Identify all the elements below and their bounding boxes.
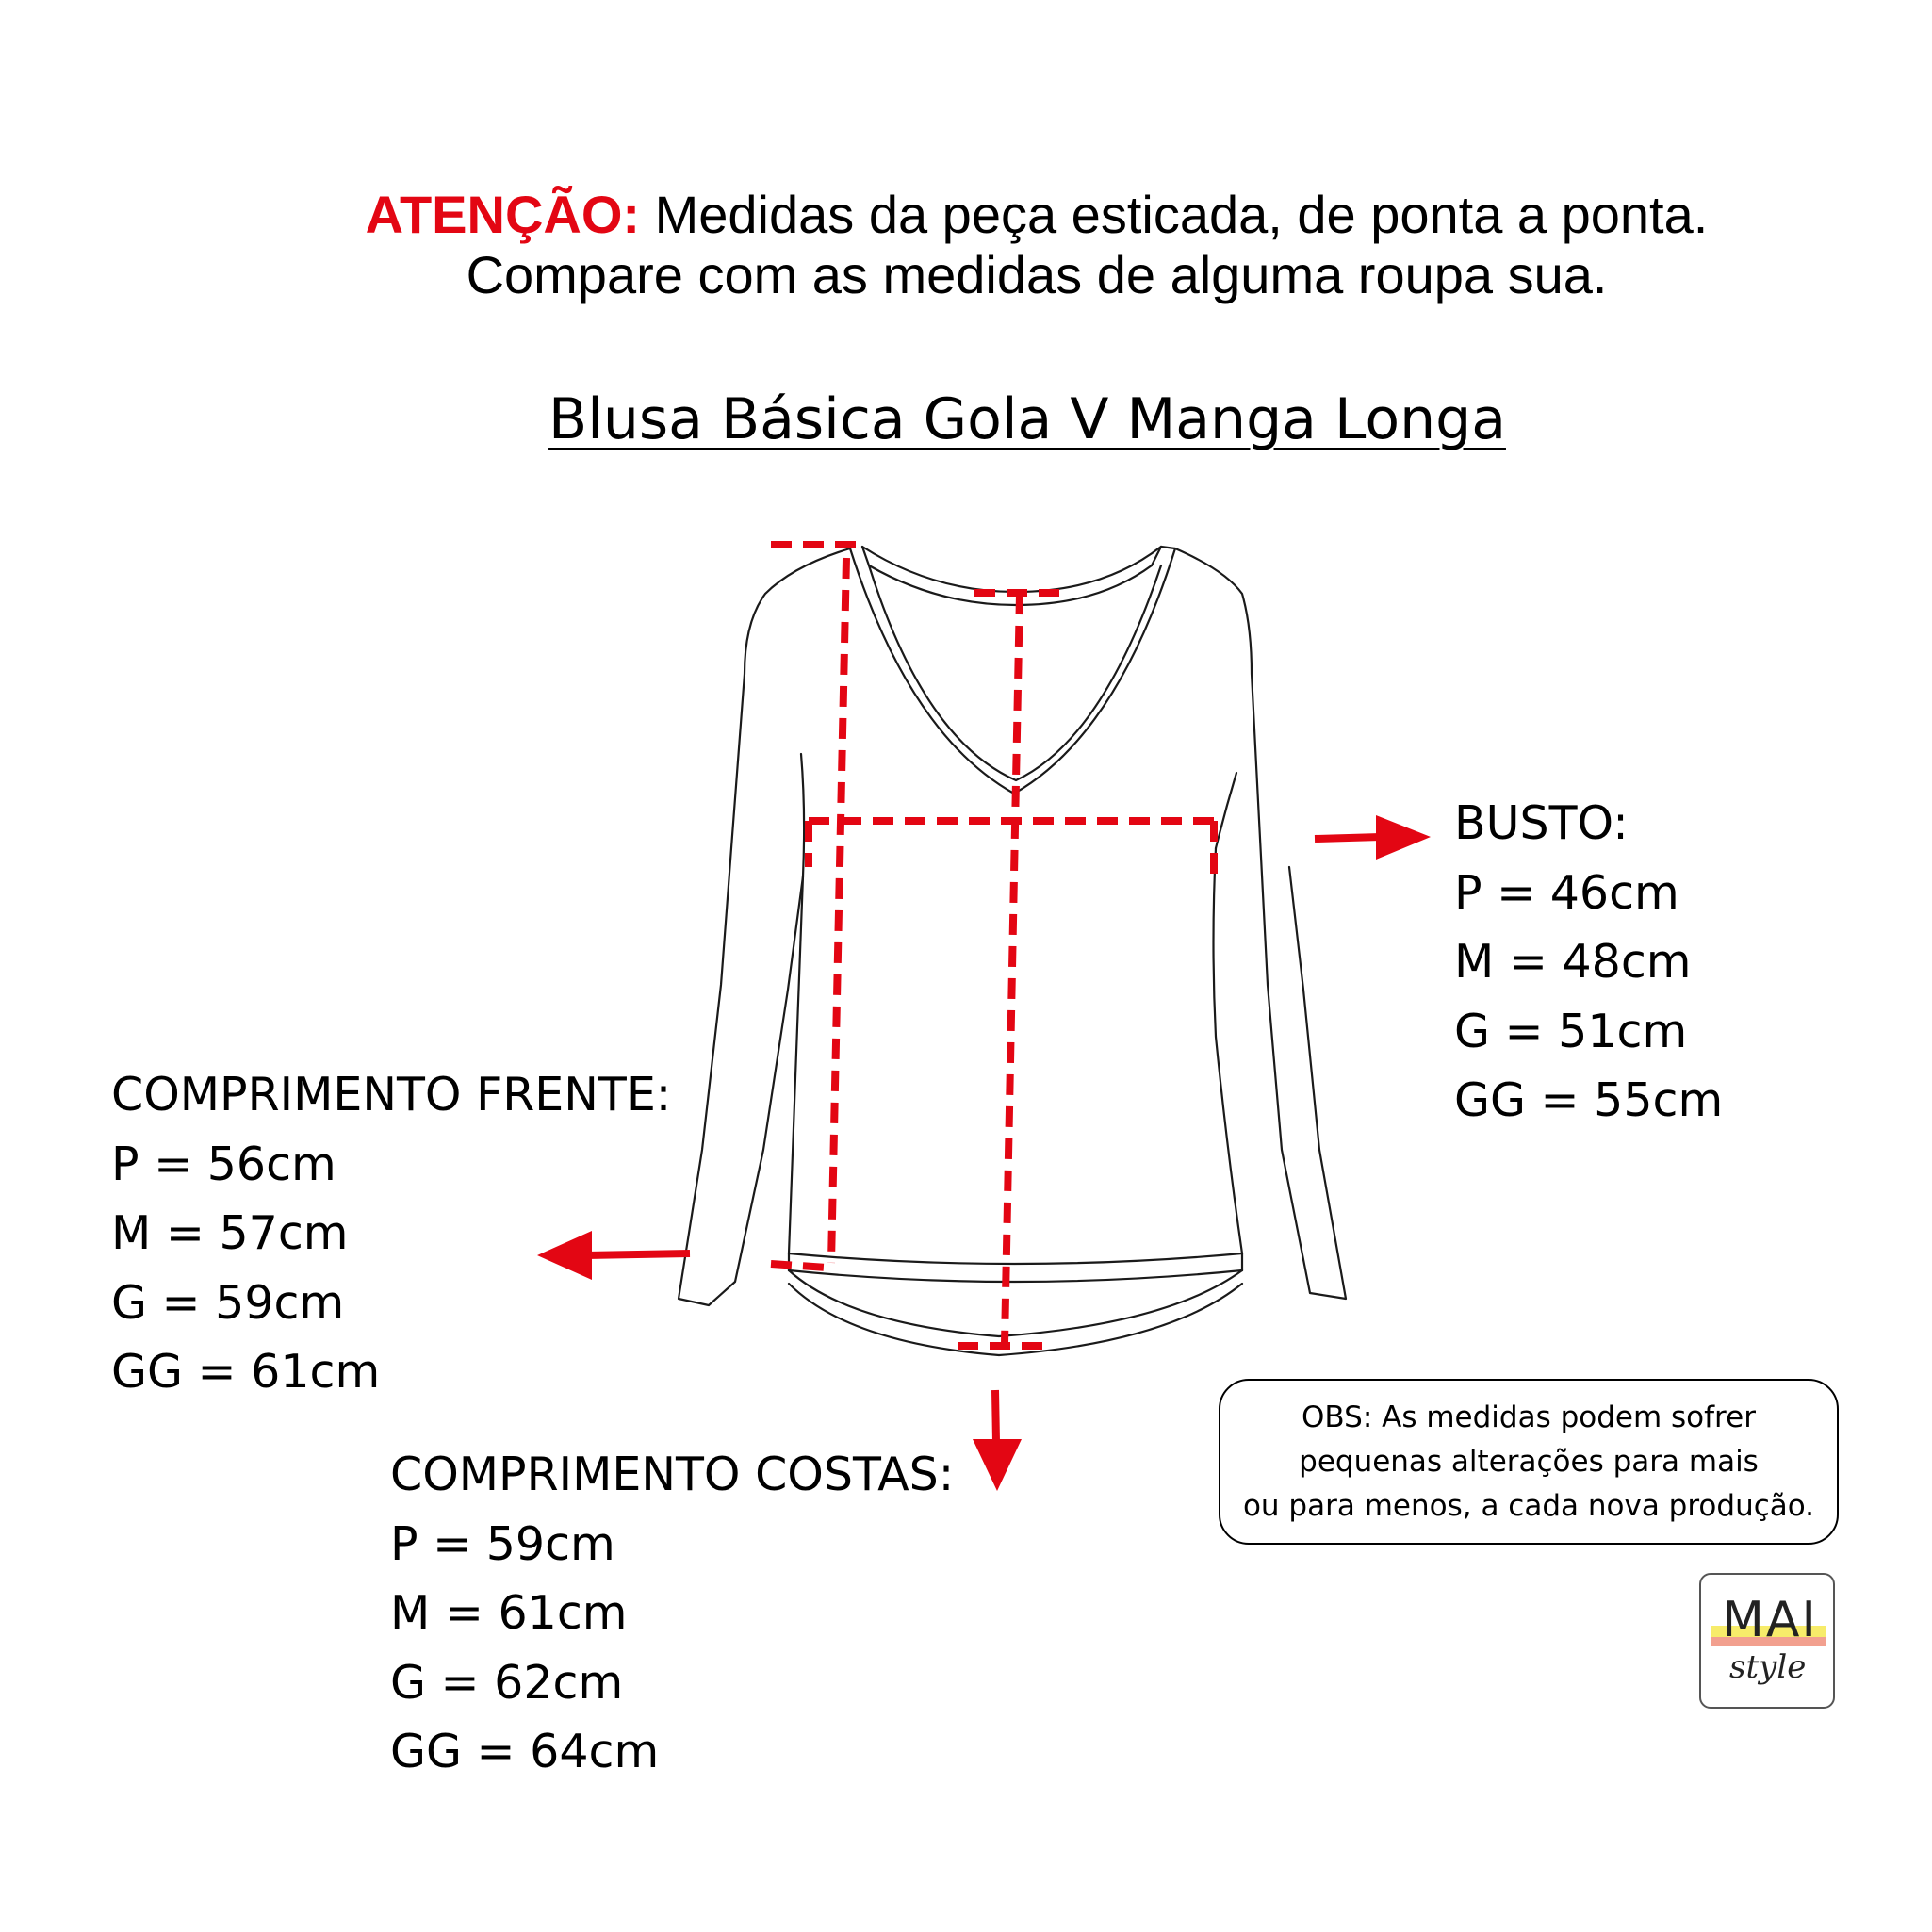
front-length-size-m: M = 57cm <box>111 1206 349 1260</box>
front-length-label: COMPRIMENTO FRENTE: <box>111 1068 672 1122</box>
back-length-size-m: M = 61cm <box>390 1586 628 1640</box>
arrow-right-icon <box>1315 815 1431 860</box>
brand-logo <box>1699 1573 1835 1709</box>
obs-line-1: OBS: As medidas podem sofrer <box>1302 1400 1756 1434</box>
obs-line-2: pequenas alterações para mais <box>1299 1444 1759 1479</box>
back-length-label: COMPRIMENTO COSTAS: <box>390 1448 955 1501</box>
obs-line-3: ou para menos, a cada nova produção. <box>1242 1488 1815 1523</box>
front-length-size-gg: GG = 61cm <box>111 1345 381 1399</box>
arrow-down-icon <box>973 1390 1022 1491</box>
logo-sub-text: style <box>1729 1648 1807 1686</box>
notice-text-2: Compare com as medidas de alguma roupa sua. <box>466 245 1608 304</box>
busto-size-m: M = 48cm <box>1454 935 1692 989</box>
front-length-guide <box>831 558 846 1263</box>
front-length-measurements <box>111 1060 671 1407</box>
product-title-text: Blusa Básica Gola V Manga Longa <box>548 386 1506 452</box>
front-length-size-p: P = 56cm <box>111 1137 336 1191</box>
back-length-size-p: P = 59cm <box>390 1516 615 1571</box>
front-length-bottom-guide <box>771 1264 827 1268</box>
logo-brand-text: MAI <box>1722 1592 1818 1648</box>
busto-label: BUSTO: <box>1454 796 1629 850</box>
busto-size-g: G = 51cm <box>1454 1004 1688 1058</box>
back-length-guide <box>1005 594 1020 1343</box>
busto-measurements <box>1454 789 1723 1136</box>
front-length-size-g: G = 59cm <box>111 1275 345 1330</box>
back-length-size-g: G = 62cm <box>390 1655 624 1710</box>
attention-label: ATENÇÃO: <box>365 185 641 244</box>
back-length-size-gg: GG = 64cm <box>390 1725 660 1778</box>
measurement-guides <box>771 545 1214 1346</box>
obs-note <box>1219 1379 1839 1545</box>
notice-text-1: Medidas da peça esticada, de ponta a ponta. <box>654 185 1709 244</box>
busto-size-gg: GG = 55cm <box>1454 1073 1724 1127</box>
busto-size-p: P = 46cm <box>1454 865 1679 920</box>
back-length-measurements <box>390 1440 954 1787</box>
